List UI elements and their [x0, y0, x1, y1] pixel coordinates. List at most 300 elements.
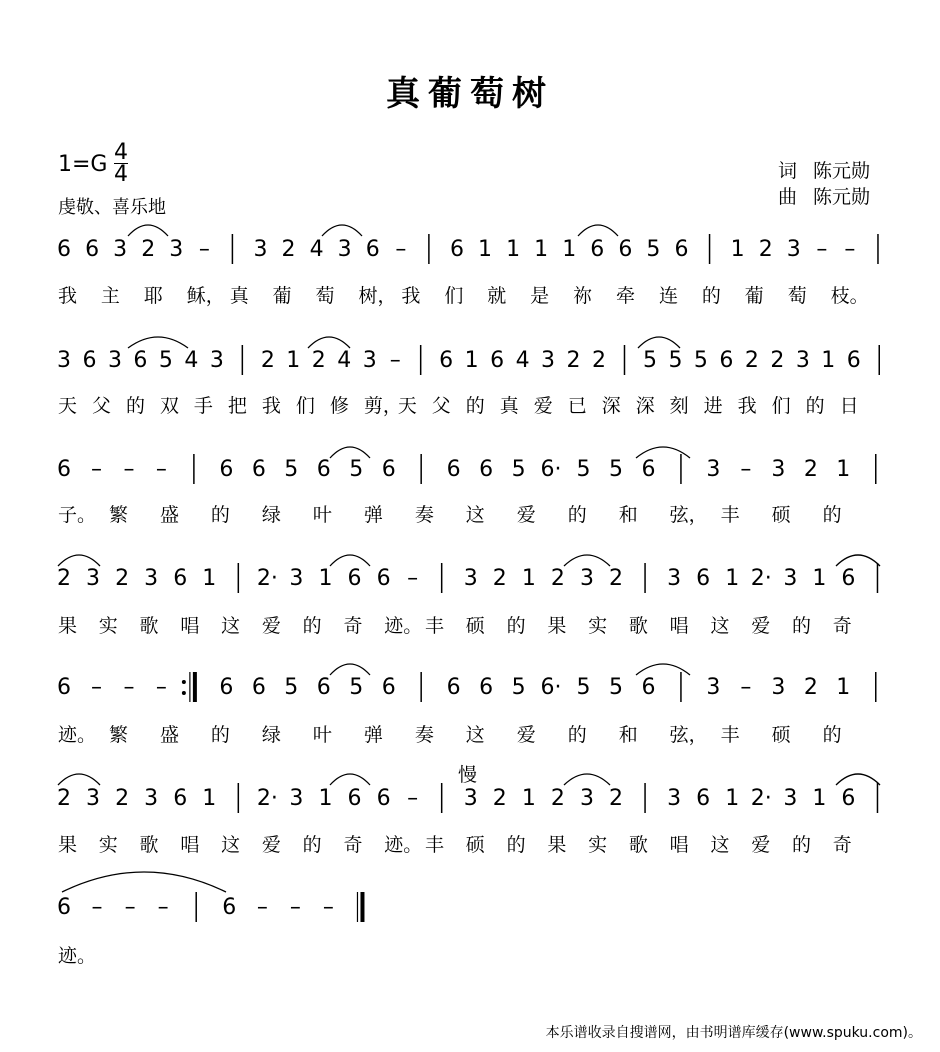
dash-note: – [157, 895, 169, 920]
lyric-syllable: 盛 [159, 724, 179, 746]
dash-note: – [124, 895, 136, 920]
lyric-syllable: 的 [506, 834, 526, 856]
note: 2· [256, 566, 278, 591]
lyric-syllable: 叶 [312, 724, 332, 746]
lyric-syllable: 的 [792, 834, 812, 856]
lyric-syllable: 葡 [744, 285, 764, 307]
lyric-syllable: 丰 [425, 834, 445, 856]
note: 4 [309, 237, 324, 262]
note: 2 [281, 237, 296, 262]
note: 3 [337, 237, 352, 262]
time-signature-bottom: 4 [114, 162, 128, 187]
lyric-syllable: 和 [618, 724, 638, 746]
note: 5 [284, 457, 299, 482]
note: 6 [846, 348, 861, 373]
lyric-syllable: 我 [261, 395, 281, 417]
note: 6 [57, 237, 71, 262]
lyric-syllable: 唱 [180, 615, 200, 637]
note: 6 [841, 786, 856, 811]
lyric-syllable: 爱 [261, 615, 281, 637]
note: 5 [158, 348, 173, 373]
note: 6 [57, 675, 71, 700]
lyric-syllable: 的 [210, 504, 230, 526]
note: 4 [184, 348, 199, 373]
note: 5 [511, 675, 526, 700]
lyric-syllable: 父 [91, 395, 111, 417]
lyric-syllable: 迹。 [384, 834, 423, 856]
lyric-syllable: 已 [567, 395, 587, 417]
note: 6 [479, 457, 494, 482]
note: 4 [515, 348, 530, 373]
lyric-syllable: 盛 [159, 504, 179, 526]
note: 2 [57, 786, 71, 811]
note: 2 [550, 566, 565, 591]
lyric-syllable: 迹。 [58, 945, 97, 967]
note: 1 [521, 566, 536, 591]
lyric-syllable: 的 [465, 395, 485, 417]
lyric-syllable: 弹 [363, 724, 383, 746]
note: 3 [86, 566, 101, 591]
note: 6 [674, 237, 689, 262]
note: 5 [576, 675, 591, 700]
note: 3 [113, 237, 128, 262]
note: 6 [490, 348, 505, 373]
lyric-syllable: 的 [210, 724, 230, 746]
lyric-syllable: 繁 [108, 504, 128, 526]
lyric-syllable: 果 [547, 615, 567, 637]
note: 2 [609, 566, 623, 591]
source-footer: 本乐谱收录自搜谱网，由书明谱库缓存(www.spuku.com)。 [545, 1025, 922, 1041]
lyric-syllable: 天 [397, 395, 417, 417]
note: 5 [609, 675, 623, 700]
dash-note: – [740, 675, 752, 700]
lyric-syllable: 爱 [533, 395, 553, 417]
lyric-syllable: 绿 [261, 724, 281, 746]
lyric-syllable: 们 [771, 395, 791, 417]
lyric-syllable: 就 [487, 285, 507, 307]
note: 5 [668, 348, 683, 373]
lyric-syllable: 实 [98, 615, 118, 637]
slur-arc [564, 774, 610, 785]
lyric-syllable: 叶 [312, 504, 332, 526]
note: 2 [566, 348, 581, 373]
note: 1 [812, 786, 827, 811]
note: 1 [286, 348, 301, 373]
lyric-syllable: 双 [159, 395, 179, 417]
note: 6 [446, 457, 461, 482]
lyric-syllable: 的 [125, 395, 145, 417]
note: 2 [492, 786, 507, 811]
note: 5 [642, 348, 657, 373]
note: 6 [316, 457, 331, 482]
repeat-dot [182, 691, 186, 695]
lyric-syllable: 硕 [771, 504, 791, 526]
lyric-syllable: 是 [530, 285, 550, 307]
note: 6 [222, 895, 237, 920]
note: 6 [173, 786, 188, 811]
slow-annotation: 慢 [458, 764, 478, 786]
lyric-syllable: 这 [221, 834, 241, 856]
lyric-syllable: 和 [618, 504, 638, 526]
note: 3 [667, 786, 682, 811]
lyric-syllable: 剪， [363, 395, 402, 417]
slur-arc [836, 774, 880, 785]
note: 2 [758, 237, 773, 262]
note: 3 [209, 348, 224, 373]
lyric-syllable: 奇 [343, 615, 363, 637]
note: 3 [144, 566, 159, 591]
lyric-syllable: 绿 [261, 504, 281, 526]
note: 6· [540, 675, 562, 700]
music-author: 陈元勋 [813, 186, 871, 208]
lyric-syllable: 歌 [139, 834, 159, 856]
note: 3 [786, 237, 801, 262]
dash-note: – [740, 457, 752, 482]
lyric-syllable: 深 [601, 395, 621, 417]
note: 2 [492, 566, 507, 591]
lyric-syllable: 这 [710, 615, 730, 637]
dash-note: – [844, 237, 856, 262]
note: 2· [750, 566, 772, 591]
note: 3 [579, 566, 594, 591]
note: 5 [511, 457, 526, 482]
lyric-syllable: 唱 [669, 615, 689, 637]
note: 3 [579, 786, 594, 811]
lyric-syllable: 的 [567, 504, 587, 526]
note: 6 [82, 348, 97, 373]
key-signature: 1=G [58, 152, 108, 177]
note: 6 [251, 457, 266, 482]
note: 1 [836, 457, 851, 482]
note: 1 [318, 566, 333, 591]
note: 1 [478, 237, 493, 262]
lyric-syllable: 硕 [465, 615, 485, 637]
note: 5 [646, 237, 661, 262]
lyric-syllable: 硕 [465, 834, 485, 856]
note: 1 [730, 237, 745, 262]
note: 1 [202, 566, 217, 591]
dash-note: – [389, 348, 401, 373]
lyric-syllable: 歌 [628, 834, 648, 856]
lyric-syllable: 奏 [414, 724, 434, 746]
lyric-syllable: 弦， [669, 724, 708, 746]
lyric-syllable: 牵 [616, 285, 636, 307]
lyric-syllable: 丰 [720, 504, 740, 526]
note: 1 [725, 566, 740, 591]
note: 6 [439, 348, 454, 373]
note: 6 [376, 786, 391, 811]
dash-note: – [256, 895, 268, 920]
slur-arc [322, 225, 362, 236]
note: 3 [463, 566, 478, 591]
note: 3 [463, 786, 478, 811]
lyric-syllable: 果 [547, 834, 567, 856]
note: 2 [311, 348, 326, 373]
note: 6 [641, 675, 656, 700]
lyric-syllable: 果 [58, 834, 78, 856]
lyric-syllable: 耶 [143, 285, 163, 307]
note: 2 [141, 237, 156, 262]
note: 2 [770, 348, 785, 373]
note: 6 [251, 675, 266, 700]
dash-note: – [123, 675, 135, 700]
note: 1 [836, 675, 851, 700]
lyric-syllable: 主 [100, 285, 120, 307]
slur-arc [578, 225, 618, 236]
lyric-syllable: 的 [567, 724, 587, 746]
tempo-mark: 虔敬、喜乐地 [58, 197, 166, 218]
note: 3 [169, 237, 184, 262]
note: 3 [289, 566, 304, 591]
lyric-syllable: 迹。 [58, 724, 97, 746]
note: 6 [719, 348, 734, 373]
lyrics-label: 词 [778, 160, 798, 182]
dash-note: – [407, 786, 419, 811]
dash-note: – [123, 457, 135, 482]
lyric-syllable: 日 [839, 395, 859, 417]
slur-arc [636, 664, 690, 675]
note: 6 [347, 566, 362, 591]
note: 6 [641, 457, 656, 482]
note: 6 [618, 237, 633, 262]
note: 6 [381, 675, 396, 700]
slur-arc [638, 337, 680, 348]
note: 1 [562, 237, 577, 262]
lyric-syllable: 繁 [108, 724, 128, 746]
lyric-syllable: 我 [737, 395, 757, 417]
note: 3 [86, 786, 101, 811]
lyric-syllable: 的 [822, 504, 842, 526]
repeat-dot [182, 680, 186, 684]
lyric-syllable: 丰 [425, 615, 445, 637]
slur-arc [330, 664, 370, 675]
lyric-syllable: 这 [710, 834, 730, 856]
lyric-syllable: 修 [329, 395, 349, 417]
note: 4 [337, 348, 352, 373]
note: 2 [744, 348, 759, 373]
lyric-syllable: 这 [465, 724, 485, 746]
lyric-syllable: 我 [401, 285, 421, 307]
lyric-syllable: 丰 [720, 724, 740, 746]
note: 3 [362, 348, 377, 373]
note: 6 [133, 348, 148, 373]
lyric-syllable: 的 [302, 615, 322, 637]
lyric-syllable: 枝。 [830, 285, 869, 307]
lyric-syllable: 爱 [516, 504, 536, 526]
note: 2· [256, 786, 278, 811]
note: 6 [590, 237, 605, 262]
slur-arc [564, 555, 610, 566]
note: 6 [57, 895, 71, 920]
note: 2 [803, 457, 818, 482]
note: 5 [576, 457, 591, 482]
lyric-syllable: 刻 [669, 395, 689, 417]
slur-arc [836, 555, 880, 566]
note: 2 [115, 786, 130, 811]
lyric-syllable: 稣， [186, 285, 225, 307]
lyric-syllable: 天 [58, 395, 78, 417]
note: 3 [667, 566, 682, 591]
slur-arc [128, 337, 188, 348]
dash-note: – [395, 237, 407, 262]
lyric-syllable: 的 [822, 724, 842, 746]
note: 3 [144, 786, 159, 811]
lyric-syllable: 爱 [516, 724, 536, 746]
note: 3 [771, 675, 786, 700]
time-signature-top: 4 [114, 140, 128, 165]
note: 2 [115, 566, 130, 591]
note: 3 [795, 348, 810, 373]
lyric-syllable: 实 [588, 615, 608, 637]
dash-note: – [407, 566, 419, 591]
note: 6 [173, 566, 188, 591]
dash-note: – [816, 237, 828, 262]
note: 6 [57, 457, 71, 482]
lyric-syllable: 的 [701, 285, 721, 307]
note: 2· [750, 786, 772, 811]
note: 5 [609, 457, 623, 482]
note: 1 [534, 237, 549, 262]
note: 1 [464, 348, 479, 373]
lyric-syllable: 迹。 [384, 615, 423, 637]
lyric-syllable: 们 [444, 285, 464, 307]
lyric-syllable: 把 [227, 395, 247, 417]
lyric-syllable: 奇 [832, 615, 852, 637]
note: 2 [803, 675, 818, 700]
dash-note: – [155, 457, 167, 482]
note: 3 [57, 348, 71, 373]
lyric-syllable: 萄 [787, 285, 807, 307]
dash-note: – [91, 895, 103, 920]
lyric-syllable: 弹 [363, 504, 383, 526]
note: 6 [347, 786, 362, 811]
note: 2 [260, 348, 275, 373]
note: 6 [449, 237, 464, 262]
lyric-syllable: 爱 [751, 834, 771, 856]
slur-arc [62, 872, 226, 892]
note: 6 [376, 566, 391, 591]
lyric-syllable: 这 [465, 504, 485, 526]
lyric-syllable: 唱 [669, 834, 689, 856]
lyric-syllable: 的 [506, 615, 526, 637]
dash-note: – [90, 675, 102, 700]
dash-note: – [155, 675, 167, 700]
note: 1 [821, 348, 836, 373]
dash-note: – [322, 895, 334, 920]
note: 1 [202, 786, 217, 811]
lyric-syllable: 手 [193, 395, 213, 417]
dash-note: – [198, 237, 210, 262]
note: 6 [696, 786, 711, 811]
lyric-syllable: 的 [302, 834, 322, 856]
slur-arc [58, 774, 100, 785]
note: 3 [107, 348, 122, 373]
slur-arc [330, 555, 370, 566]
lyric-syllable: 这 [221, 615, 241, 637]
music-label: 曲 [778, 186, 798, 208]
lyric-syllable: 歌 [139, 615, 159, 637]
note: 6· [540, 457, 562, 482]
lyric-syllable: 的 [805, 395, 825, 417]
note: 5 [693, 348, 708, 373]
lyric-syllable: 歌 [628, 615, 648, 637]
lyric-syllable: 的 [792, 615, 812, 637]
note: 5 [284, 675, 299, 700]
lyrics-author: 陈元勋 [813, 160, 871, 182]
note: 1 [318, 786, 333, 811]
lyric-syllable: 弦， [669, 504, 708, 526]
note: 6 [381, 457, 396, 482]
note: 6 [696, 566, 711, 591]
note: 5 [349, 457, 364, 482]
lyric-syllable: 连 [658, 285, 678, 307]
note: 3 [771, 457, 786, 482]
note: 6 [365, 237, 380, 262]
lyric-syllable: 真 [229, 285, 249, 307]
lyric-syllable: 实 [98, 834, 118, 856]
dash-note: – [289, 895, 301, 920]
note: 6 [219, 675, 234, 700]
note: 3 [706, 457, 721, 482]
dash-note: – [90, 457, 102, 482]
note: 3 [541, 348, 556, 373]
lyric-syllable: 实 [588, 834, 608, 856]
note: 6 [479, 675, 494, 700]
note: 6 [841, 566, 856, 591]
lyric-syllable: 萄 [315, 285, 335, 307]
lyric-syllable: 我 [58, 285, 78, 307]
slur-arc [128, 225, 168, 236]
lyric-syllable: 硕 [771, 724, 791, 746]
lyric-syllable: 子。 [58, 504, 97, 526]
note: 3 [783, 566, 798, 591]
note: 3 [706, 675, 721, 700]
note: 2 [609, 786, 623, 811]
note: 6 [446, 675, 461, 700]
lyric-syllable: 唱 [180, 834, 200, 856]
lyric-syllable: 奇 [832, 834, 852, 856]
lyric-syllable: 爱 [751, 615, 771, 637]
lyric-syllable: 们 [295, 395, 315, 417]
note: 6 [219, 457, 234, 482]
lyric-syllable: 真 [499, 395, 519, 417]
note: 2 [57, 566, 71, 591]
lyric-syllable: 奏 [414, 504, 434, 526]
lyric-syllable: 葡 [272, 285, 292, 307]
note: 3 [783, 786, 798, 811]
note: 3 [253, 237, 268, 262]
note: 3 [289, 786, 304, 811]
page-title: 真葡萄树 [386, 74, 554, 114]
note: 2 [592, 348, 607, 373]
note: 6 [85, 237, 100, 262]
note: 1 [725, 786, 740, 811]
lyric-syllable: 进 [703, 395, 723, 417]
note: 1 [521, 786, 536, 811]
slur-arc [58, 555, 100, 566]
lyric-syllable: 果 [58, 615, 78, 637]
slur-arc [308, 337, 350, 348]
note: 5 [349, 675, 364, 700]
lyric-syllable: 父 [431, 395, 451, 417]
lyric-syllable: 深 [635, 395, 655, 417]
note: 2 [550, 786, 565, 811]
slur-arc [330, 774, 370, 785]
note: 1 [506, 237, 521, 262]
note: 6 [316, 675, 331, 700]
lyric-syllable: 爱 [261, 834, 281, 856]
lyric-syllable: 树， [358, 285, 397, 307]
